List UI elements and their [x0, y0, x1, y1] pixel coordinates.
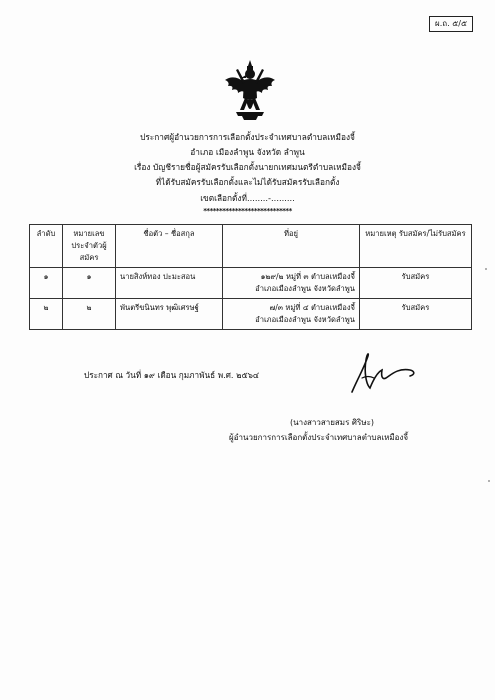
row-address [223, 268, 360, 299]
scan-speck [485, 268, 487, 270]
handwritten-signature [348, 348, 418, 396]
row-name: พันตรีขนินทร พุฒิเศรษฐ์ [116, 299, 223, 330]
signer-name: (นางสาวสายสมร ศิริษะ) [290, 418, 374, 427]
heading-line-4: ที่ได้รับสมัครรับเลือกตั้งและไม่ได้รับสมัครรับเลือกตั้ง [155, 177, 340, 187]
announcement-date: ประกาศ ณ วันที่ ๑๙ เดือน กุมภาพันธ์ พ.ศ. ๒๕๖๔ [84, 370, 260, 380]
header-address: ที่อยู่ [223, 225, 360, 268]
row-note: รับสมัคร [360, 268, 472, 299]
header-number: หมายเลขประจำตัวผู้สมัคร [63, 225, 116, 268]
address-line-2: อำเภอเมืองลำพูน จังหวัดลำพูน [255, 315, 355, 324]
address-line-1: ๑๒๙/๒ หมู่ที่ ๓ ตำบลเหมืองจี้ [260, 272, 355, 281]
row-address [223, 299, 360, 330]
header-name: ชื่อตัว – ชื่อสกุล [116, 225, 223, 268]
heading-line-3: เรื่อง บัญชีรายชื่อผู้สมัครรับเลือกตั้งนายกเทศมนตรีตำบลเหมืองจี้ [134, 162, 361, 172]
separator-stars: **************************** [203, 207, 292, 215]
heading-line-2: อำเภอ เมืองลำพูน จังหวัด ลำพูน [190, 147, 305, 157]
heading-line-5: เขตเลือกตั้งที่........-......... [200, 193, 295, 203]
header-note: หมายเหตุ รับสมัคร/ไม่รับสมัคร [360, 225, 472, 268]
address-line-2: อำเภอเมืองลำพูน จังหวัดลำพูน [255, 284, 355, 293]
scan-speck [488, 480, 490, 482]
heading-line-1: ประกาศผู้อำนวยการการเลือกตั้งประจำเทศบาลตำบลเหมืองจี้ [140, 132, 355, 142]
signer-title: ผู้อำนวยการการเลือกตั้งประจำเทศบาลตำบลเหมืองจี้ [229, 433, 409, 442]
row-number: ๒ [63, 299, 116, 330]
table-row [30, 268, 472, 299]
row-number: ๑ [63, 268, 116, 299]
row-no: ๑ [30, 268, 63, 299]
row-no: ๒ [30, 299, 63, 330]
candidate-table [29, 224, 472, 330]
header-no: ลำดับ [30, 225, 63, 268]
garuda-emblem [222, 58, 278, 124]
table-header-row [30, 225, 472, 268]
address-line-1: ๗/๓ หมู่ที่ ๔ ตำบลเหมืองจี้ [269, 303, 355, 312]
row-name: นายสิงห์ทอง ปะมะสอน [116, 268, 223, 299]
row-note: รับสมัคร [360, 299, 472, 330]
form-code-label: ผ.ถ. ๕/๕ [429, 16, 473, 32]
table-row [30, 299, 472, 330]
